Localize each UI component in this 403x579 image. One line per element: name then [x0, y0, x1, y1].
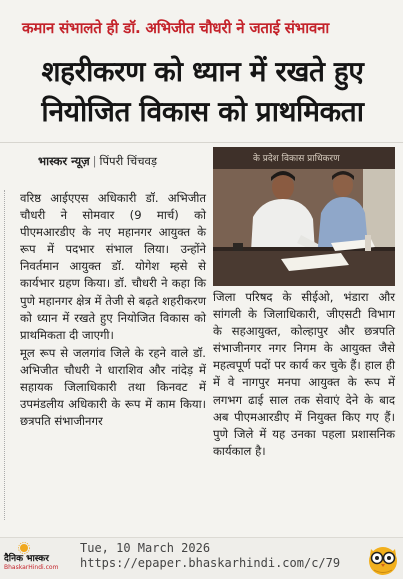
brand-name: दैनिक भास्कर — [4, 554, 49, 564]
headline-line-2: नियोजित विकास को प्राथमिकता — [41, 95, 364, 128]
article-paragraph-3: जिला परिषद के सीईओ, भंडारा और सांगली के जिलाधिकारी, जीएसटी विभाग के सहआयुक्त, कोल्हापुर और छत्रपति संभाजीनगर नगर निगम के आयुक्त जैसे महत्वपूर्ण पदों पर कार्य कर चुके हैं। हाल ही में वे नागपुर मनपा आयुक्त के रूप में लगभग ढाई साल तक सेवाएं देने के बाद अब पीएमआरडीए में नियुक्त किए गए हैं। पुणे जिले में यह उनका पहला प्रशासनिक कार्यकाल है। — [213, 290, 395, 458]
owl-icon[interactable] — [366, 540, 400, 576]
divider — [0, 142, 403, 143]
headline-line-1: शहरीकरण को ध्यान में रखते हुए — [41, 55, 364, 88]
byline — [38, 154, 157, 169]
brand-logo[interactable] — [4, 554, 64, 571]
article-column-left — [20, 190, 206, 430]
byline-separator: | — [92, 154, 97, 168]
byline-place: पिंपरी चिंचवड़ — [99, 154, 158, 168]
photo-banner-text: के प्रदेश विकास प्राधिकरण — [253, 154, 340, 164]
main-headline — [10, 52, 395, 132]
kicker-headline: कमान संभालते ही डॉ. अभिजीत चौधरी ने जताई संभावना — [22, 19, 330, 37]
article-paragraph-2: मूल रूप से जलगांव जिले के रहने वाले डॉ. अभिजीत चौधरी ने धाराशिव और नांदेड़ में सहायक जिलाधिकारी तथा किनवट में उपमंडलीय अधिकारी के रूप में काम किया। छत्रपति संभाजीनगर — [20, 345, 206, 429]
byline-source: भास्कर न्यूज़ — [38, 154, 90, 168]
article-column-right — [213, 289, 395, 460]
article-paragraph-1: वरिष्ठ आईएएस अधिकारी डॉ. अभिजीत चौधरी ने सोमवार (9 मार्च) को पीएमआरडीए के नए महानगर आयुक्त के रूप में पदभार संभाल लिया। उन्होंने निवर्तमान आयुक्त डॉ. योगेश म्हसे से कार्यभार ग्रहण किया। डॉ. चौधरी ने कहा कि पुणे महानगर क्षेत्र में तेजी से बढ़ते शहरीकरण को ध्यान में रखते हुए नियोजित विकास को प्राथमिकता दी जाएगी। — [20, 191, 206, 342]
news-photo — [213, 147, 395, 286]
footer-url[interactable]: https://epaper.bhaskarhindi.com/c/79 — [80, 556, 341, 570]
footer-date: Tue, 10 March 2026 — [80, 541, 211, 555]
sun-logo-icon — [18, 542, 30, 554]
photo-illustration — [213, 147, 395, 286]
adjacent-column-edge — [0, 190, 5, 520]
brand-url: BhaskarHindi.com — [4, 564, 59, 571]
